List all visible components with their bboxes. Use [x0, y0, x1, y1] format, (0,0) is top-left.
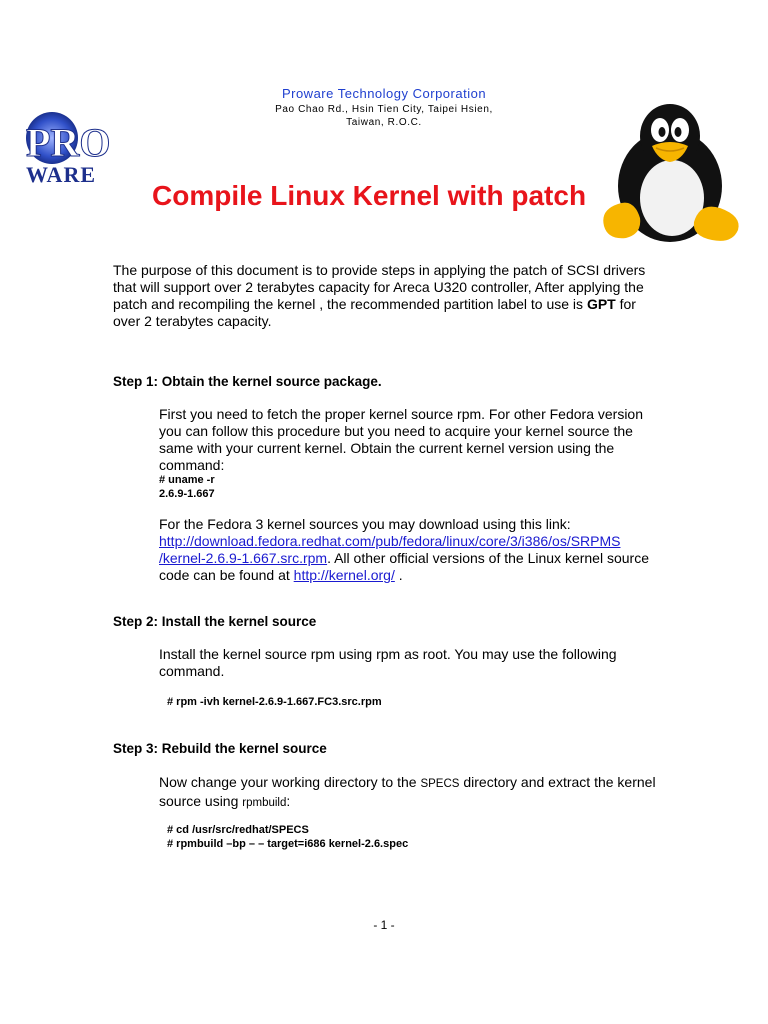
step3-heading: Step 3: Rebuild the kernel source [113, 741, 327, 756]
step2-heading: Step 2: Install the kernel source [113, 614, 317, 629]
step2-command-rpm: # rpm -ivh kernel-2.6.9-1.667.FC3.src.rpm [167, 696, 382, 708]
step3-text: Now change your working directory to the [159, 774, 421, 790]
gpt-bold: GPT [586, 296, 616, 312]
step3-command-rpmbuild: # rpmbuild –bp – – target=i686 kernel-2.6.spec [167, 838, 409, 850]
page-number: - 1 - [373, 918, 395, 932]
step3-text-middle: directory and extract the kernel source using [159, 774, 656, 809]
download-text-end: . [394, 567, 403, 583]
download-text-middle: . All other official versions of the Linux kernel source code can be found at [159, 550, 649, 583]
logo-pro-text: PRO [26, 120, 111, 165]
step3-paragraph [159, 774, 659, 812]
intro-paragraph [113, 262, 653, 330]
step2-paragraph: Install the kernel source rpm using rpm as root. You may use the following command. [159, 646, 617, 679]
step1-download-paragraph [159, 516, 679, 584]
document-title: Compile Linux Kernel with patch [152, 180, 587, 211]
download-text: For the Fedora 3 kernel sources you may download using this link: [159, 516, 571, 532]
step1-paragraph: First you need to fetch the proper kernel source rpm. For other Fedora version you can follow this procedure but you need to acquire your kernel source the same with your current kernel. Obtain the current kernel version using the command: [159, 406, 644, 473]
address-line-1: Pao Chao Rd., Hsin Tien City, Taipei Hsien, [275, 104, 493, 115]
company-name: Proware Technology Corporation [281, 86, 487, 101]
step1-heading: Step 1: Obtain the kernel source package. [113, 374, 382, 389]
step3-text-end: : [286, 793, 291, 809]
intro-text: The purpose of this document is to provide steps in applying the patch of SCSI drivers that will support over 2 terabytes capacity for Areca U320 controller, After applying the patch and recompiling the kernel , the recommended partition label to use is [113, 262, 646, 312]
step1-command-output: 2.6.9-1.667 [159, 488, 215, 500]
fedora-download-link[interactable]: http://download.fedora.redhat.com/pub/fedora/linux/core/3/i386/os/SRPMS /kernel-2.6.9-1.667.src.rpm [159, 533, 621, 566]
logo-ware-text: WARE [26, 162, 97, 187]
step3-command-cd: # cd /usr/src/redhat/SPECS [167, 824, 309, 836]
address-line-2: Taiwan, R.O.C. [346, 117, 422, 128]
specs-term: SPECS [420, 778, 460, 790]
tux-penguin-icon [596, 98, 746, 248]
proware-logo-icon [22, 108, 134, 190]
rpmbuild-term: rpmbuild [242, 797, 287, 809]
intro-text-end: for over 2 terabytes capacity. [113, 296, 636, 329]
step1-command-uname: # uname -r [159, 474, 215, 486]
kernel-org-link[interactable]: http://kernel.org/ [293, 567, 395, 583]
